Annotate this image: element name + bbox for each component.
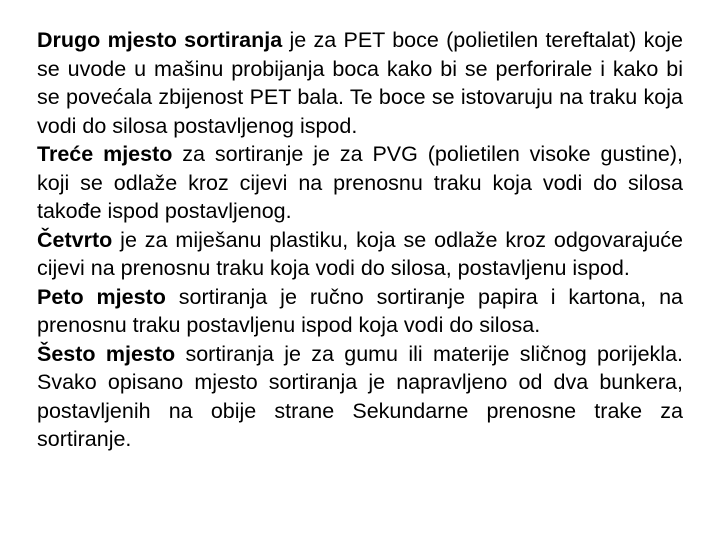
paragraph-fifth-sorting-place xyxy=(37,283,683,340)
paragraph-text: je za PET boce (polietilen tereftalat) koje se uvode u mašinu probijanja boca kako bi se perforirale i kako bi se povećala zbijenost PET bala. Te boce se istovaruju na traku koja vodi do silosa postavljenog ispod. xyxy=(37,28,684,138)
paragraph-text: sortiranja je ručno sortiranje papira i kartona, na prenosnu traku postavljenu ispod koja vodi do silosa. xyxy=(37,284,683,337)
paragraph-fourth-sorting-place xyxy=(37,226,683,283)
slide-text-body xyxy=(37,26,683,454)
paragraph-text: je za miješanu plastiku, koja se odlaže kroz odgovarajuće cijevi na prenosnu traku koja vodi do silosa, postavljenu ispod. xyxy=(37,227,683,280)
paragraph-text: sortiranja je za gumu ili materije sličnog porijekla. Svako opisano mjesto sortiranja je napravljeno od dva bunkera, postavljenih na obije strane Sekundarne prenosne trake za sortiranje. xyxy=(37,341,683,451)
paragraph-text: za sortiranje je za PVG (polietilen visoke gustine), koji se odlaže kroz cijevi na prenosnu traku koja vodi do silosa takođe ispod postavljenog. xyxy=(37,142,683,223)
paragraph-second-sorting-place xyxy=(37,26,683,140)
paragraph-lead: Drugo mjesto sortiranja xyxy=(37,28,283,52)
paragraph-lead: Šesto mjesto xyxy=(37,341,176,366)
paragraph-lead: Treće mjesto xyxy=(37,142,173,166)
paragraph-lead: Peto mjesto xyxy=(37,284,166,309)
paragraph-sixth-sorting-place xyxy=(37,340,683,454)
paragraph-third-sorting-place xyxy=(37,140,683,226)
paragraph-lead: Četvrto xyxy=(37,227,113,252)
